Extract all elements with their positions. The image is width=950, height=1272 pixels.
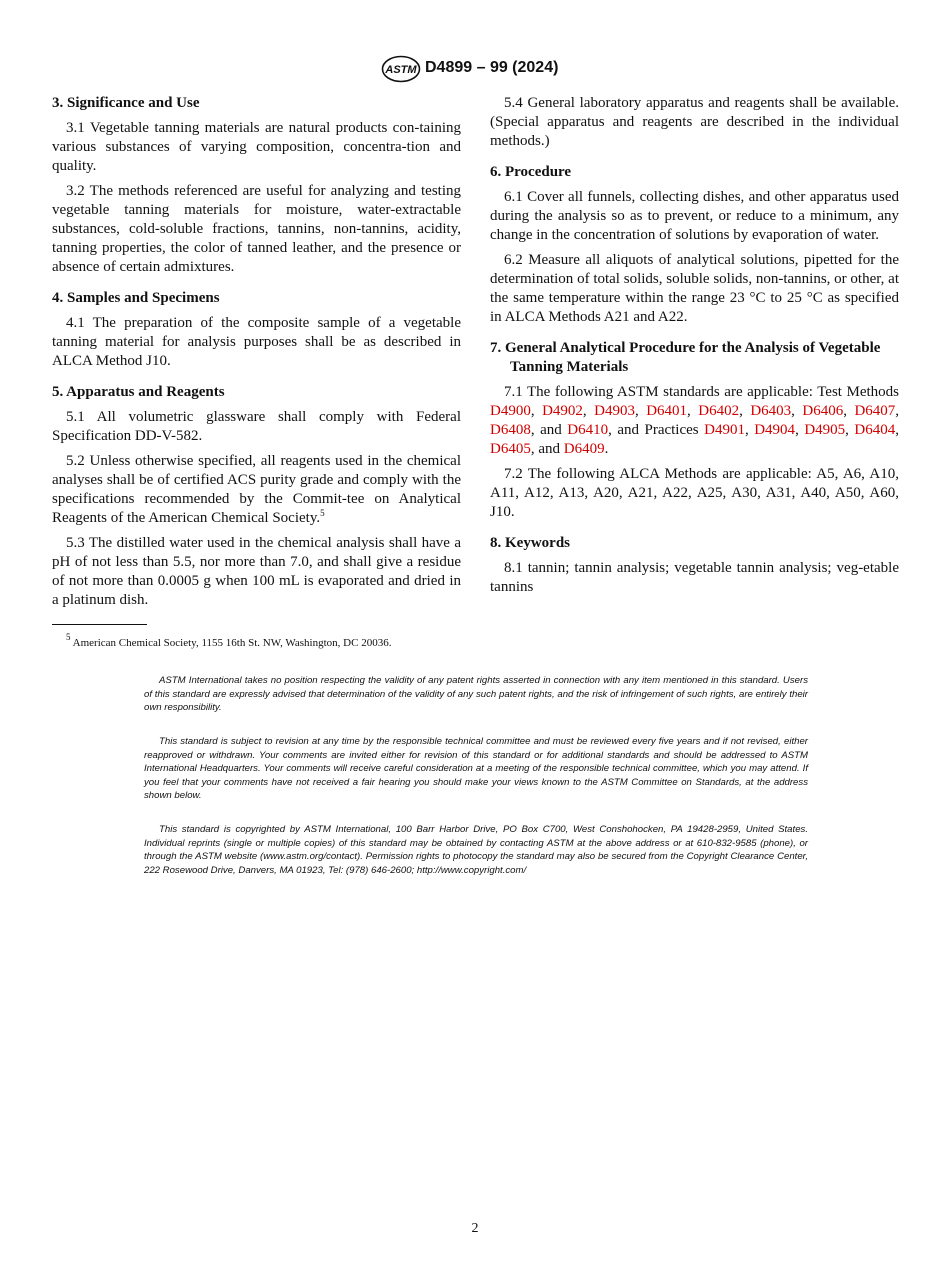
paragraph-7-2: 7.2 The following ALCA Methods are applicable: A5, A6, A10, A11, A12, A13, A20, A21, A22, A25, A30, A31, A40, A50, A60, J10. [490,466,899,520]
standard-link-d6408[interactable]: D6408 [490,422,531,438]
paragraph-7-1: 7.1 The following ASTM standards are applicable: Test Methods D4900, D4902, D4903, D6401, D6402, D6403, D6406, D6407, D6408, and D6410, and Practices D4901, D4904, D4905, D6404, D6405, and D6409. [490,384,900,457]
footnote-divider [52,624,147,625]
section-3-heading: 3. Significance and Use [52,95,200,111]
section-4-heading: 4. Samples and Specimens [52,290,220,306]
standard-link-d6405[interactable]: D6405 [490,441,531,457]
paragraph-4-1: 4.1 The preparation of the composite sample of a vegetable tanning material for analysis purposes shall be as described in ALCA Method J10. [52,315,461,369]
left-column [52,94,461,610]
paragraph-5-3: 5.3 The distilled water used in the chemical analysis shall have a pH of not less than 5.5, nor more than 7.0, and shall give a residue of not more than 0.0005 g when 100 mL is evaporated and dried in a platinum dish. [52,535,461,608]
paragraph-3-1: 3.1 Vegetable tanning materials are natural products con-taining various substances of varying composition, concentra-tion and quality. [52,120,461,174]
footnote-text: American Chemical Society, 1155 16th St. NW, Washington, DC 20036. [72,637,392,649]
document-designation: D4899 – 99 (2024) [425,59,559,76]
paragraph-5-2-text: 5.2 Unless otherwise specified, all reagents used in the chemical analyses shall be of certified ACS purity grade and comply with the specifications recommended by the Commit-tee on Analytical Reagents of the American Chemical Society. [52,453,461,526]
paragraph-3-2: 3.2 The methods referenced are useful for analyzing and testing vegetable tanning materials for moisture, water-extractable substances, cold-soluble fractions, tannins, non-tannins, acidity, tanning properties, the color of tanned leather, and the presence or absence of certain admixtures. [52,183,461,275]
section-5-heading: 5. Apparatus and Reagents [52,384,225,400]
right-column [490,94,899,597]
footnote-mark: 5 [66,632,71,642]
standard-link-d6409[interactable]: D6409 [563,441,605,457]
page-header [0,55,950,83]
copyright-notice: This standard is copyrighted by ASTM International, 100 Barr Harbor Drive, PO Box C700, West Conshohocken, PA 19428-2959, United States. Individual reprints (single or multiple copies) of this standard may be obtained by contacting ASTM at the above address or at 610-832-9585 (phone), or through the ASTM website (www.astm.org/contact). Permission rights to photocopy the standard may also be secured from the Copyright Clearance Center, 222 Rosewood Drive, Danvers, MA 01923, Tel: (978) 646-2600; http://www.copyright.com/ [144,824,808,876]
patent-notice: ASTM International takes no position respecting the validity of any patent rights asserted in connection with any item mentioned in this standard. Users of this standard are expressly advised that determination of the validity of any such patent rights, and the risk of infringement of such rights, are entirely their own responsibility. [144,675,808,713]
page-number: 2 [471,1221,479,1236]
standard-link-d6407[interactable]: D6407 [854,403,896,419]
footnote-5 [52,632,461,650]
astm-logo-icon [381,55,421,83]
paragraph-5-2 [52,452,461,528]
revision-notice: This standard is subject to revision at any time by the responsible technical committee and must be reviewed every five years and if not revised, either reapproved or withdrawn. Your comments are invited either for revision of this standard or for additional standards and should be addressed to ASTM International Headquarters. Your comments will receive careful consideration at a meeting of the responsible technical committee, which you may attend. If you feel that your comments have not received a fair hearing you should make your views known to the ASTM Committee on Standards, at the address shown below. [144,736,808,801]
paragraph-6-1: 6.1 Cover all funnels, collecting dishes, and other apparatus used during the analysis so as to prevent, or reduce to a minimum, any change in the concentration of solutions by evaporation of water. [490,189,899,243]
standard-link-d6404[interactable]: D6404 [854,422,896,438]
standard-link-d6401[interactable]: D6401 [646,403,688,419]
footnote-ref-5[interactable]: 5 [320,508,325,518]
standard-link-d4901[interactable]: D4901 [704,422,745,438]
section-7-heading: 7. General Analytical Procedure for the Analysis of Vegetable Tanning Materials [490,340,881,375]
standard-link-d6406[interactable]: D6406 [802,403,844,419]
section-6-heading: 6. Procedure [490,164,572,180]
standard-link-d6402[interactable]: D6402 [698,403,740,419]
standard-link-d6403[interactable]: D6403 [750,403,792,419]
paragraph-8-1: 8.1 tannin; tannin analysis; vegetable tannin analysis; veg-etable tannins [490,560,899,595]
standard-link-d4905[interactable]: D4905 [804,422,846,438]
standard-link-d4904[interactable]: D4904 [754,422,796,438]
astm-logo-text: ASTM [385,64,417,76]
paragraph-6-2: 6.2 Measure all aliquots of analytical solutions, pipetted for the determination of total solids, soluble solids, non-tannins, or other, at the same temperature within the range 23 °C to 25 °C as specified in ALCA Methods A21 and A22. [490,252,899,325]
paragraph-5-4: 5.4 General laboratory apparatus and reagents shall be available. (Special apparatus and reagents are described in the individual methods.) [490,95,899,149]
standard-link-d6410[interactable]: D6410 [567,422,609,438]
standard-link-d4900[interactable]: D4900 [490,403,531,419]
paragraph-5-1: 5.1 All volumetric glassware shall comply with Federal Specification DD-V-582. [52,409,461,444]
section-8-heading: 8. Keywords [490,535,570,551]
standard-link-d4902[interactable]: D4902 [542,403,583,419]
standard-link-d4903[interactable]: D4903 [594,403,635,419]
